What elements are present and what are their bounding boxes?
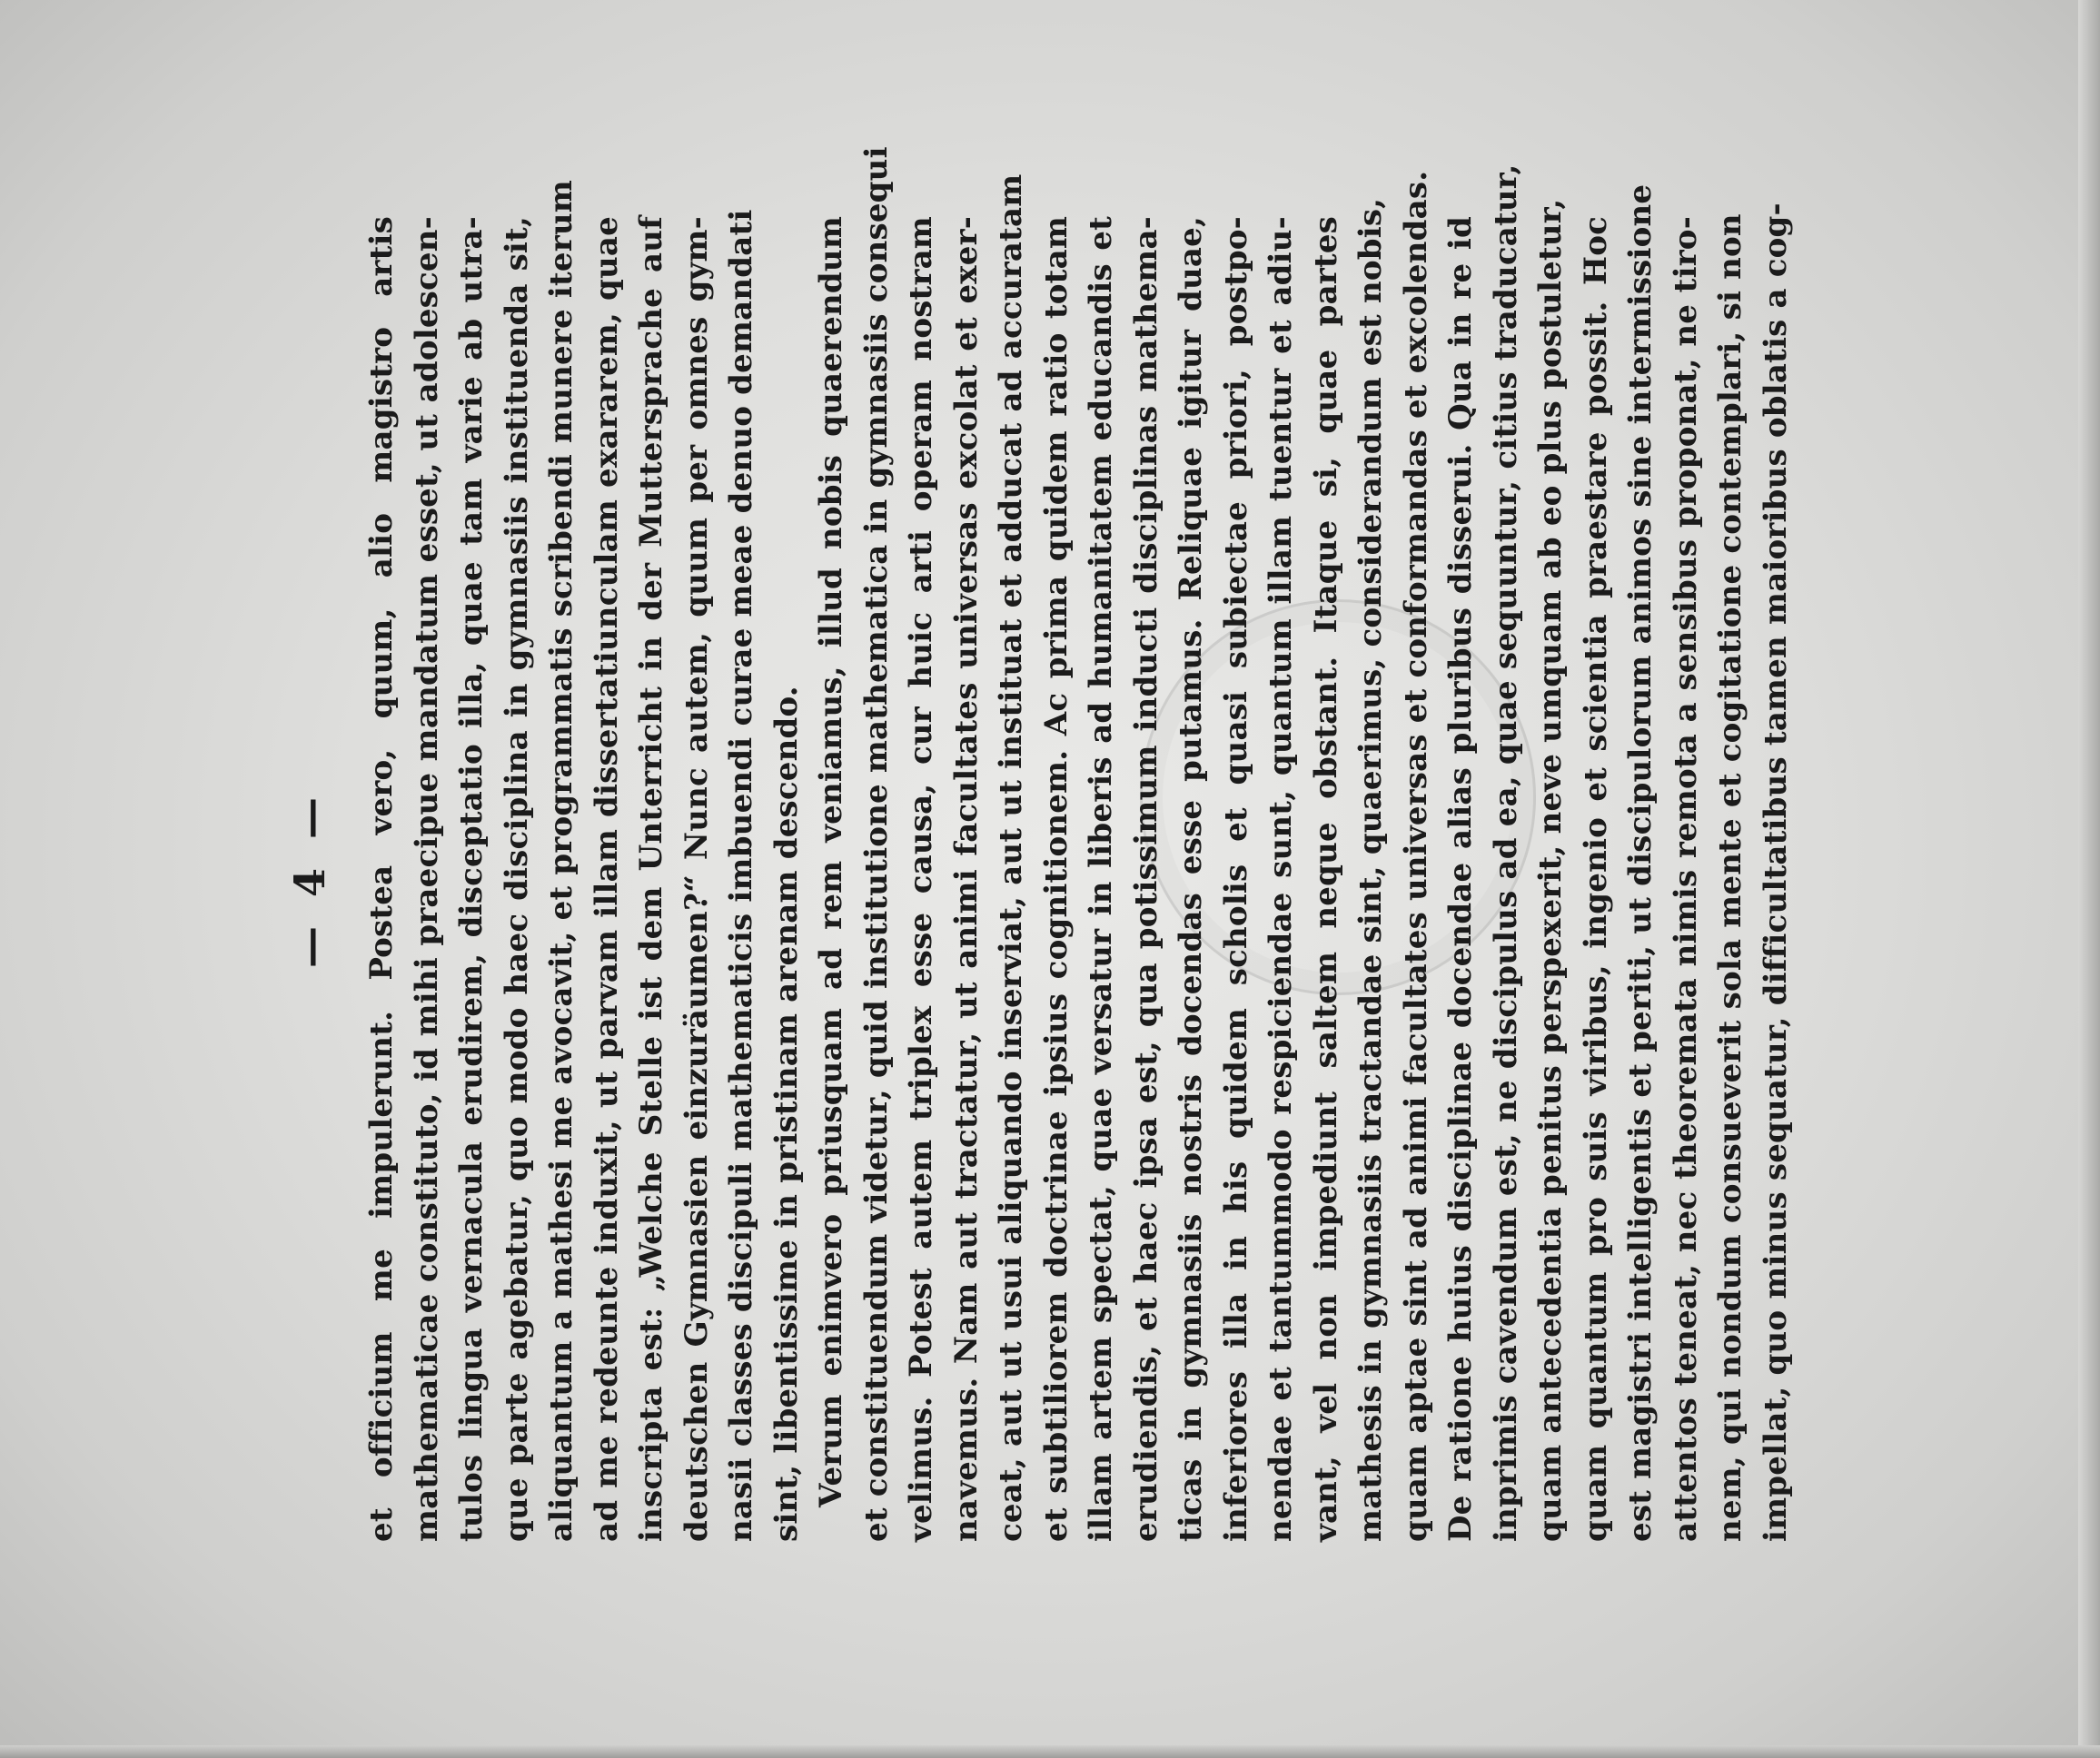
text-line: nasii classes discipuli mathematicis imbuendi curae meae denuo demandati [723,209,759,1542]
text-line: vant, vel non impediunt saltem neque obstant. Itaque si, quae partes [1307,216,1344,1542]
text-line: impellat, quo minus sequatur, difficultatibus tamen maioribus oblatis a cog- [1757,202,1794,1542]
text-line: mathesis in gymnasiis tractandae sint, quaerimus, considerandum est nobis, [1352,197,1389,1542]
text-line: et constituendum videtur, quid institutione mathematica in gymnasiis consequi [857,146,895,1542]
page-edge-shadow-right [2078,0,2100,1758]
text-line: mathematicae constituto, id mihi praecipue mandatum esset, ut adolescen- [408,216,445,1542]
text-line: Verum enimvero priusquam ad rem veniamus, illud nobis quaerendum [813,216,849,1507]
text-line: illam artem spectat, quae versatur in liberis ad humanitatem educandis et [1083,216,1119,1542]
text-line: attentos teneat, nec theoremata nimis remota a sensibus proponat, ne tiro- [1667,216,1704,1542]
text-line: inprimis cavendum est, ne discipulus ad ea, quae sequuntur, citius traducatur, [1487,163,1524,1542]
text-line: velimus. Potest autem triplex esse causa, cur huic arti operam nostram [903,216,939,1542]
page-edge-shadow-bottom [0,1745,2100,1758]
text-line: nem, qui nondum consueverit sola mente et cogitatione contemplari, si non [1712,213,1748,1542]
rotated-page-content [196,80,1904,1678]
text-line: inferiores illa in his quidem scholis et quasi subiectae priori, postpo- [1217,216,1254,1542]
text-line: navemus. Nam aut tractatur, ut animi facultates universas excolat et exer- [947,216,985,1542]
text-line: ticas in gymnasiis nostris docendas esse putamus. Reliquae igitur duae, [1173,216,1209,1542]
text-line: ceat, aut ut usui aliquando inserviat, aut ut instituat et adducat ad accuratam [993,173,1029,1542]
text-line: est magistri intelligentis et periti, ut discipulorum animos sine intermissione [1622,183,1659,1542]
text-line: sint, libentissime in pristinam arenam descendo. [768,686,805,1542]
text-line: quam aptae sint ad animi facultates universas et conformandas et excolendas. [1397,170,1434,1542]
body-text [360,146,1798,1542]
text-line: nendae et tantummodo respiciendae sunt, quantum illam tuentur et adiu- [1263,216,1299,1542]
text-line: que parte agebatur, quo modo haec disciplina in gymnasiis instituenda sit, [498,216,535,1542]
text-line: ad me redeunte induxit, ut parvam illam dissertatiunculam exararem, quae [588,216,625,1542]
text-line: De ratione huius disciplinae docendae alias pluribus disserui. Qua in re id [1442,216,1479,1542]
text-line: quam antecedentia penitus perspexerit, neve umquam ab eo plus postuletur, [1532,198,1569,1542]
text-line: erudiendis, et haec ipsa est, qua potissimum inducti disciplinas mathema- [1127,216,1164,1542]
text-line: aliquantum a mathesi me avocavit, et programmatis scribendi munere iterum [543,180,579,1542]
text-line: inscripta est: „Welche Stelle ist dem Unterricht in der Muttersprache auf [633,216,669,1542]
text-line: tulos lingua vernacula erudirem, disceptatio illa, quae tam varie ab utra- [453,216,490,1542]
text-line: et officium me impulerunt. Postea vero, quum, alio magistro artis [363,216,400,1542]
text-line: deutschen Gymnasien einzuräumen?“ Nunc autem, quum per omnes gym- [678,216,715,1542]
text-line: et subtiliorem doctrinae ipsius cognitionem. Ac prima quidem ratio totam [1037,216,1075,1542]
page-number: — 4 — [285,789,334,969]
text-line: quam quantum pro suis viribus, ingenio et scientia praestare possit. Hoc [1577,216,1614,1542]
